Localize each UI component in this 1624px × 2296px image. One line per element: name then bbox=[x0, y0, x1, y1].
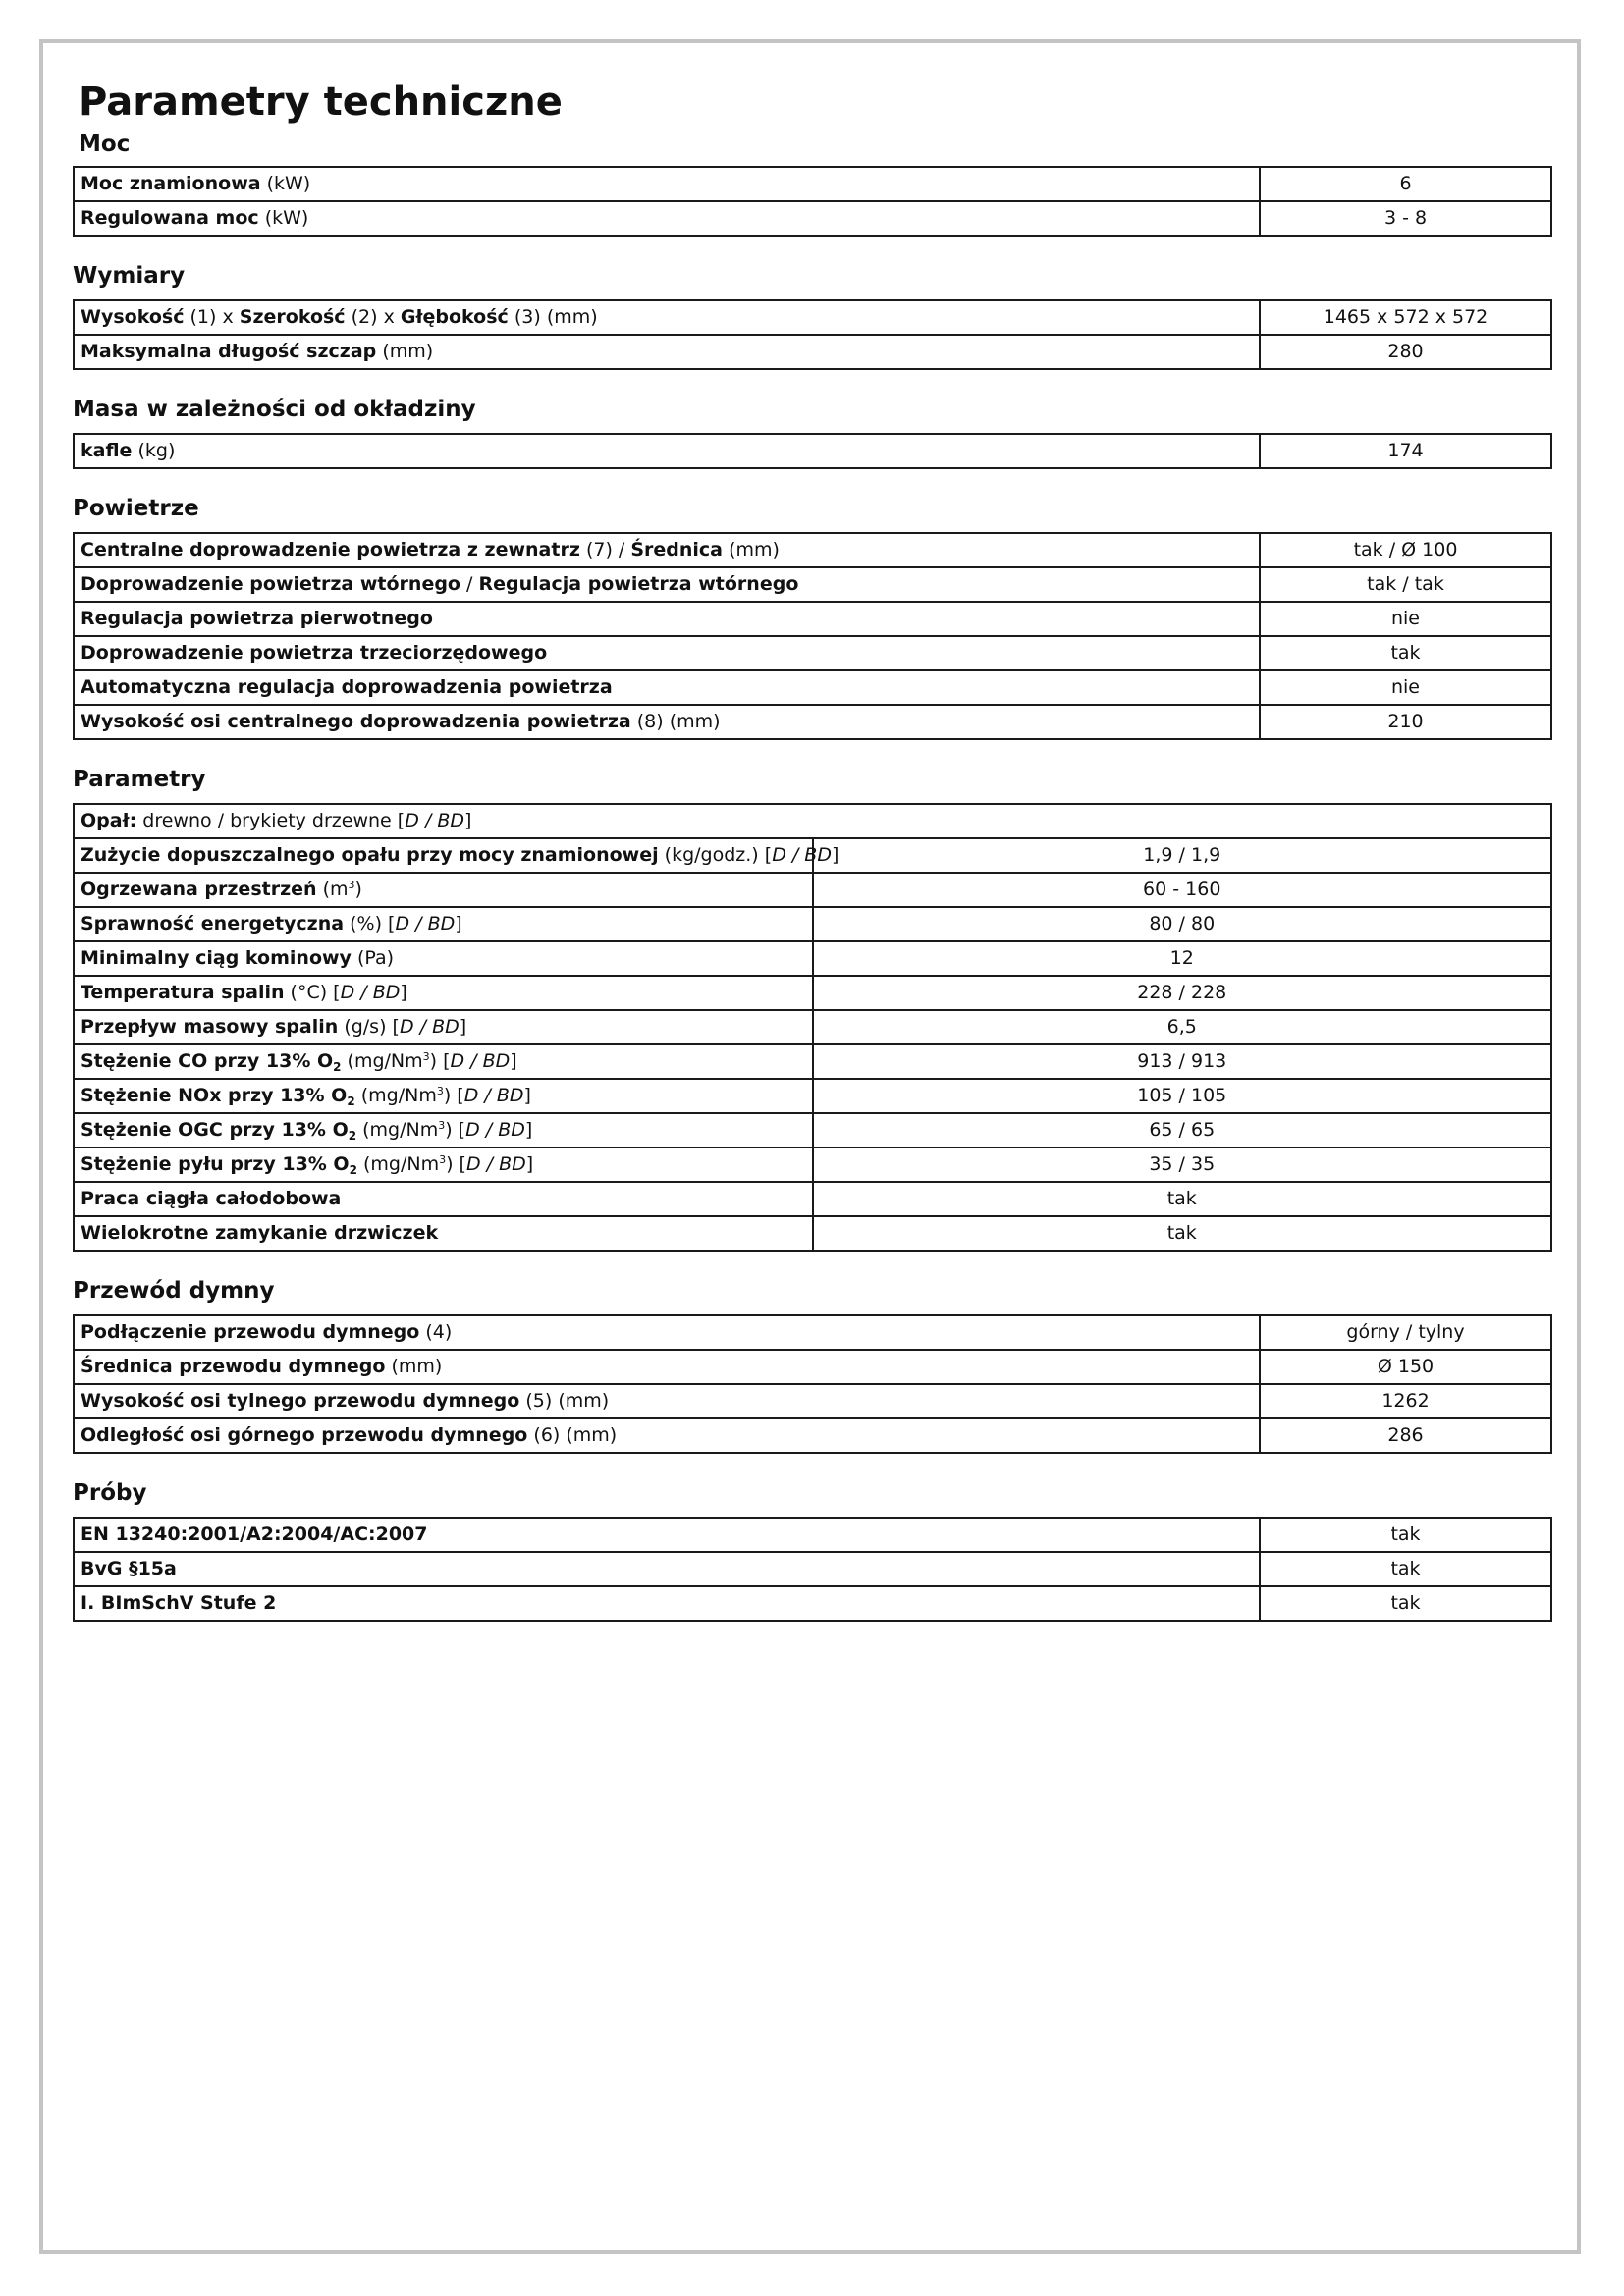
row-value: Ø 150 bbox=[1260, 1350, 1551, 1384]
table-row bbox=[74, 636, 1551, 670]
row-value: tak bbox=[813, 1182, 1552, 1216]
row-value: 35 / 35 bbox=[813, 1148, 1552, 1182]
row-value: tak / Ø 100 bbox=[1260, 533, 1551, 567]
table-row bbox=[74, 838, 1551, 873]
table-wymiary bbox=[73, 299, 1552, 370]
row-value: 65 / 65 bbox=[813, 1113, 1552, 1148]
section-heading-przewod-dymny: Przewód dymny bbox=[73, 1278, 275, 1304]
row-label: Stężenie CO przy 13% $O_2$ (mg/Nm$^3$) [D / BD] bbox=[74, 1044, 813, 1079]
table-row bbox=[74, 533, 1551, 567]
table-row bbox=[74, 1148, 1551, 1182]
row-value: 174 bbox=[1260, 434, 1551, 468]
table-powietrze bbox=[73, 532, 1552, 740]
table-row bbox=[74, 1586, 1551, 1621]
row-label: Średnica przewodu dymnego (mm) bbox=[74, 1350, 1260, 1384]
row-label: Automatyczna regulacja doprowadzenia powietrza bbox=[74, 670, 1260, 705]
row-value: 6,5 bbox=[813, 1010, 1552, 1044]
table-row bbox=[74, 1113, 1551, 1148]
section-heading-moc: Moc bbox=[79, 132, 131, 157]
table-row bbox=[74, 1010, 1551, 1044]
row-label: Podłączenie przewodu dymnego (4) bbox=[74, 1315, 1260, 1350]
row-label: Temperatura spalin (°C) [D / BD] bbox=[74, 976, 813, 1010]
row-value: tak bbox=[1260, 636, 1551, 670]
table-row bbox=[74, 300, 1551, 335]
row-value: tak bbox=[1260, 1552, 1551, 1586]
row-value: nie bbox=[1260, 602, 1551, 636]
row-value: tak bbox=[1260, 1586, 1551, 1621]
table-row bbox=[74, 1384, 1551, 1418]
table-row bbox=[74, 602, 1551, 636]
row-value: 913 / 913 bbox=[813, 1044, 1552, 1079]
row-value: 12 bbox=[813, 941, 1552, 976]
table-row bbox=[74, 804, 1551, 838]
row-label: Wysokość (1) x Szerokość (2) x Głębokość (3) (mm) bbox=[74, 300, 1260, 335]
table-row bbox=[74, 567, 1551, 602]
row-value: 105 / 105 bbox=[813, 1079, 1552, 1113]
row-label: Wysokość osi centralnego doprowadzenia powietrza (8) (mm) bbox=[74, 705, 1260, 739]
row-label: Ogrzewana przestrzeń $(m^3)$ bbox=[74, 873, 813, 907]
table-row bbox=[74, 335, 1551, 369]
row-value: nie bbox=[1260, 670, 1551, 705]
row-label: Minimalny ciąg kominowy (Pa) bbox=[74, 941, 813, 976]
row-label: Sprawność energetyczna (%) [D / BD] bbox=[74, 907, 813, 941]
row-label: Stężenie NOx przy 13% $O_2$ (mg/Nm$^3$) [D / BD] bbox=[74, 1079, 813, 1113]
row-value: tak bbox=[1260, 1518, 1551, 1552]
row-label: Moc znamionowa (kW) bbox=[74, 167, 1260, 201]
row-value: 80 / 80 bbox=[813, 907, 1552, 941]
row-value: tak bbox=[813, 1216, 1552, 1251]
section-heading-parametry: Parametry bbox=[73, 767, 206, 792]
row-value: 1262 bbox=[1260, 1384, 1551, 1418]
row-label: EN 13240:2001/A2:2004/AC:2007 bbox=[74, 1518, 1260, 1552]
row-label: Praca ciągła całodobowa bbox=[74, 1182, 813, 1216]
row-value: 60 - 160 bbox=[813, 873, 1552, 907]
table-row bbox=[74, 1044, 1551, 1079]
table-row bbox=[74, 1552, 1551, 1586]
row-label: Stężenie OGC przy 13% $O_2$ (mg/Nm$^3$) [D / BD] bbox=[74, 1113, 813, 1148]
row-label: Regulacja powietrza pierwotnego bbox=[74, 602, 1260, 636]
section-heading-masa: Masa w zależności od okładziny bbox=[73, 397, 476, 422]
table-row bbox=[74, 434, 1551, 468]
row-value: górny / tylny bbox=[1260, 1315, 1551, 1350]
section-heading-proby: Próby bbox=[73, 1480, 147, 1506]
table-moc bbox=[73, 166, 1552, 237]
table-row bbox=[74, 167, 1551, 201]
table-masa bbox=[73, 433, 1552, 469]
table-row bbox=[74, 1216, 1551, 1251]
row-label: kafle (kg) bbox=[74, 434, 1260, 468]
row-value: tak / tak bbox=[1260, 567, 1551, 602]
table-row bbox=[74, 976, 1551, 1010]
table-row bbox=[74, 941, 1551, 976]
table-row bbox=[74, 705, 1551, 739]
table-row bbox=[74, 1079, 1551, 1113]
row-label: Wysokość osi tylnego przewodu dymnego (5) (mm) bbox=[74, 1384, 1260, 1418]
row-label: Doprowadzenie powietrza wtórnego / Regulacja powietrza wtórnego bbox=[74, 567, 1260, 602]
section-heading-powietrze: Powietrze bbox=[73, 496, 199, 521]
table-row bbox=[74, 201, 1551, 236]
table-row bbox=[74, 1418, 1551, 1453]
table-proby bbox=[73, 1517, 1552, 1622]
table-parametry bbox=[73, 803, 1552, 1252]
row-label: Wielokrotne zamykanie drzwiczek bbox=[74, 1216, 813, 1251]
table-row bbox=[74, 1350, 1551, 1384]
row-value: 1465 x 572 x 572 bbox=[1260, 300, 1551, 335]
row-label: I. BImSchV Stufe 2 bbox=[74, 1586, 1260, 1621]
row-value: 210 bbox=[1260, 705, 1551, 739]
row-value: 1,9 / 1,9 bbox=[813, 838, 1552, 873]
table-row bbox=[74, 1315, 1551, 1350]
row-label: Przepływ masowy spalin (g/s) [D / BD] bbox=[74, 1010, 813, 1044]
row-value: 280 bbox=[1260, 335, 1551, 369]
row-value: 286 bbox=[1260, 1418, 1551, 1453]
row-label: Doprowadzenie powietrza trzeciorzędowego bbox=[74, 636, 1260, 670]
row-label: Odległość osi górnego przewodu dymnego (6) (mm) bbox=[74, 1418, 1260, 1453]
page-title: Parametry techniczne bbox=[79, 80, 563, 125]
section-heading-wymiary: Wymiary bbox=[73, 263, 186, 289]
row-label: Stężenie pyłu przy 13% $O_2$ (mg/Nm$^3$) [D / BD] bbox=[74, 1148, 813, 1182]
row-value: 228 / 228 bbox=[813, 976, 1552, 1010]
table-row bbox=[74, 1518, 1551, 1552]
document-content bbox=[73, 69, 1552, 1644]
row-value: 3 - 8 bbox=[1260, 201, 1551, 236]
table-row bbox=[74, 907, 1551, 941]
row-label: Centralne doprowadzenie powietrza z zewnatrz (7) / Średnica (mm) bbox=[74, 533, 1260, 567]
table-przewod-dymny bbox=[73, 1314, 1552, 1454]
row-label: Maksymalna długość szczap (mm) bbox=[74, 335, 1260, 369]
row-label: BvG §15a bbox=[74, 1552, 1260, 1586]
table-row bbox=[74, 1182, 1551, 1216]
table-row bbox=[74, 670, 1551, 705]
row-label: Zużycie dopuszczalnego opału przy mocy znamionowej (kg/godz.) [D / BD] bbox=[74, 838, 813, 873]
row-label: Regulowana moc (kW) bbox=[74, 201, 1260, 236]
fuel-row: Opał: drewno / brykiety drzewne [D / BD] bbox=[74, 804, 1551, 838]
row-value: 6 bbox=[1260, 167, 1551, 201]
table-row bbox=[74, 873, 1551, 907]
